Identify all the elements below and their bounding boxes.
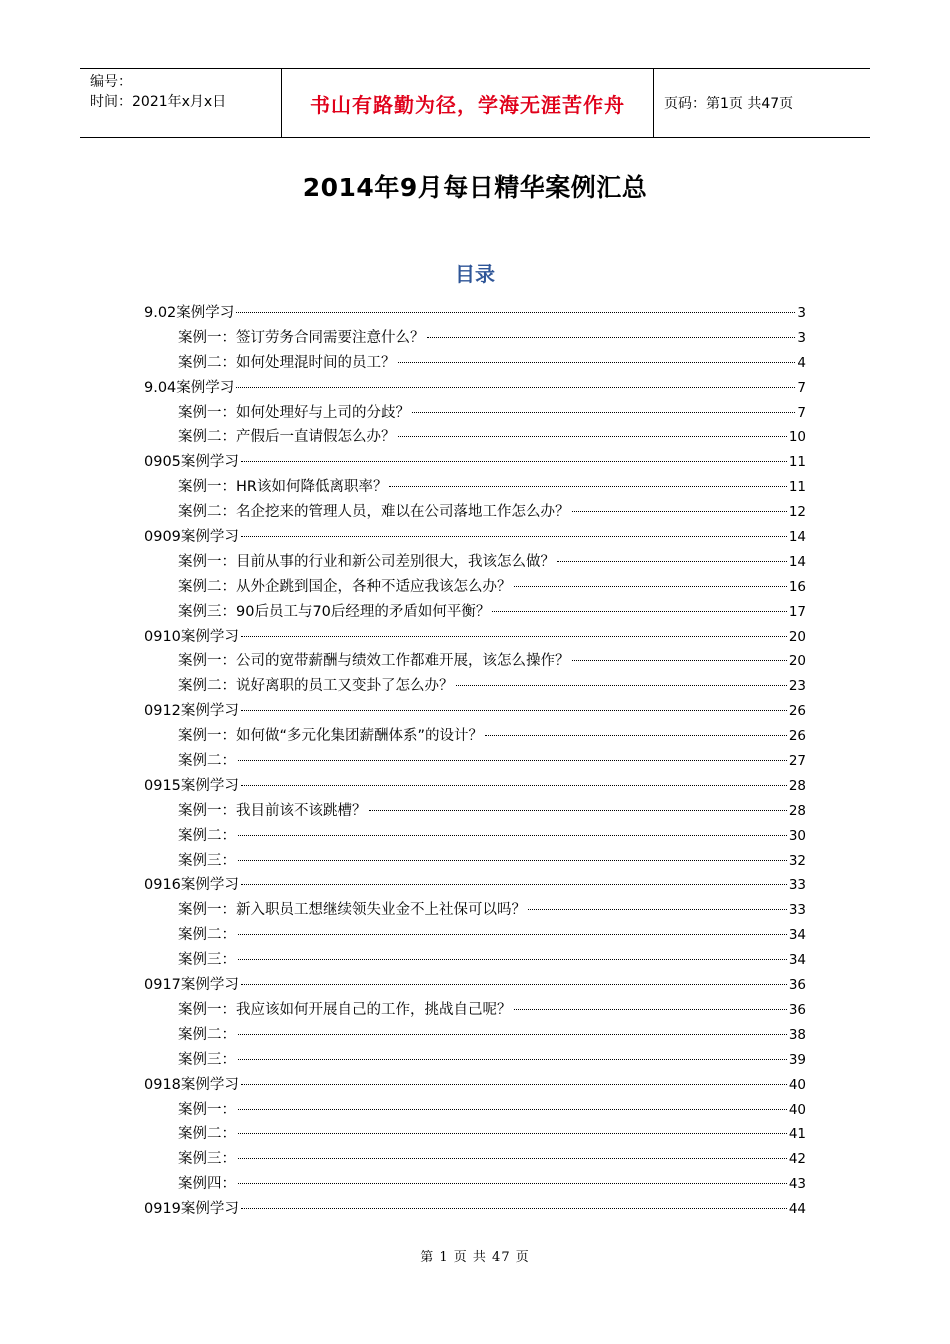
toc-section-entry[interactable]	[144, 525, 806, 550]
toc-entry-text: 案例三：	[178, 952, 236, 969]
toc-entry-text: 案例二：	[178, 753, 236, 770]
toc-section-entry[interactable]	[144, 1197, 806, 1222]
toc-page-number: 28	[788, 802, 806, 819]
toc-case-entry[interactable]	[144, 575, 806, 600]
toc-dot-leader	[238, 1059, 787, 1060]
toc-dot-leader	[398, 362, 796, 363]
toc-dot-leader	[238, 1034, 787, 1035]
toc-entry-text: 案例二：	[178, 1026, 236, 1043]
toc-entry-text: 案例一：HR该如何降低离职率？	[178, 479, 388, 496]
toc-page-number: 20	[788, 628, 806, 645]
toc-entry-text: 案例二：	[178, 927, 236, 944]
toc-page-number: 14	[788, 553, 806, 570]
toc-page-number: 11	[788, 479, 806, 496]
toc-case-entry[interactable]	[144, 724, 806, 749]
toc-entry-text: 0916案例学习	[144, 877, 239, 894]
toc-dot-leader	[241, 1084, 787, 1085]
toc-dot-leader	[369, 810, 787, 811]
toc-entry-text: 案例三：90后员工与70后经理的矛盾如何平衡？	[178, 603, 491, 620]
toc-dot-leader	[241, 884, 787, 885]
toc-dot-leader	[514, 1009, 787, 1010]
document-title: 2014年9月每日精华案例汇总	[302, 173, 648, 202]
toc-dot-leader	[238, 934, 787, 935]
toc-page-number: 7	[797, 404, 806, 421]
toc-case-entry[interactable]	[144, 1048, 806, 1073]
toc-page-number: 20	[788, 653, 806, 670]
toc-section-entry[interactable]	[144, 1073, 806, 1098]
toc-entry-text: 案例四：	[178, 1176, 236, 1193]
toc-entry-text: 案例二：从外企跳到国企，各种不适应我该怎么办？	[178, 578, 512, 595]
toc-entry-text: 案例二：如何处理混时间的员工？	[178, 354, 396, 371]
toc-page-number: 3	[797, 305, 806, 321]
toc-entry-text: 9.04案例学习	[144, 379, 235, 396]
toc-page-number: 33	[788, 902, 806, 919]
toc-dot-leader	[236, 312, 795, 313]
toc-dot-leader	[238, 860, 787, 861]
toc-entry-text: 案例二：产假后一直请假怎么办？	[178, 429, 396, 446]
toc-dot-leader	[398, 436, 787, 437]
toc-dot-leader	[557, 561, 787, 562]
toc-dot-leader	[241, 636, 787, 637]
toc-section-entry[interactable]	[144, 450, 806, 475]
toc-case-entry[interactable]	[144, 425, 806, 450]
toc-entry-text: 0909案例学习	[144, 529, 239, 546]
toc-section-entry[interactable]	[144, 376, 806, 401]
toc-dot-leader	[492, 611, 786, 612]
toc-page-number: 39	[788, 1051, 806, 1068]
toc-page-number: 33	[788, 877, 806, 894]
toc-entry-text: 0917案例学习	[144, 977, 239, 994]
toc-entry-text: 案例一：目前从事的行业和新公司差别很大，我该怎么做？	[178, 553, 555, 570]
toc-case-entry[interactable]	[144, 749, 806, 774]
toc-section-entry[interactable]	[144, 973, 806, 998]
toc-case-entry[interactable]	[144, 475, 806, 500]
toc-case-entry[interactable]	[144, 1098, 806, 1123]
toc-dot-leader	[572, 511, 787, 512]
toc-page-number: 32	[788, 852, 806, 869]
toc-dot-leader	[241, 984, 787, 985]
toc-case-entry[interactable]	[144, 948, 806, 973]
toc-dot-leader	[236, 387, 795, 388]
toc-page-number: 40	[788, 1076, 806, 1093]
toc-section-entry[interactable]	[144, 873, 806, 898]
toc-case-entry[interactable]	[144, 1172, 806, 1197]
toc-entry-text: 案例三：	[178, 1051, 236, 1068]
toc-section-entry[interactable]	[144, 625, 806, 650]
toc-entry-text: 0919案例学习	[144, 1201, 239, 1218]
toc-entry-text: 案例二：	[178, 1126, 236, 1143]
toc-page-number: 44	[788, 1201, 806, 1218]
toc-entry-text: 9.02案例学习	[144, 305, 235, 321]
toc-case-entry[interactable]	[144, 1147, 806, 1172]
toc-case-entry[interactable]	[144, 326, 806, 351]
toc-case-entry[interactable]	[144, 649, 806, 674]
toc-dot-leader	[241, 461, 787, 462]
toc-dot-leader	[389, 486, 786, 487]
toc-dot-leader	[241, 785, 787, 786]
toc-dot-leader	[238, 1183, 787, 1184]
toc-page-number: 3	[797, 329, 806, 346]
toc-entry-text: 案例一：如何做“多元化集团薪酬体系”的设计？	[178, 728, 484, 745]
toc-page-number: 27	[788, 753, 806, 770]
toc-case-entry[interactable]	[144, 1023, 806, 1048]
toc-page-number: 30	[788, 827, 806, 844]
toc-dot-leader	[238, 1109, 787, 1110]
toc-section-entry[interactable]	[144, 699, 806, 724]
toc-case-entry[interactable]	[144, 824, 806, 849]
toc-heading: 目录	[455, 262, 495, 286]
page-info: 页码：第1页 共47页	[664, 96, 794, 112]
toc-page-number: 38	[788, 1026, 806, 1043]
toc-entry-text: 0918案例学习	[144, 1076, 239, 1093]
toc-case-entry[interactable]	[144, 799, 806, 824]
toc-dot-leader	[238, 835, 787, 836]
toc-page-number: 11	[788, 454, 806, 471]
toc-entry-text: 案例一：我目前该不该跳槽？	[178, 802, 367, 819]
toc-page-number: 23	[788, 678, 806, 695]
toc-case-entry[interactable]	[144, 898, 806, 923]
toc-page-number: 26	[788, 728, 806, 745]
toc-entry-text: 案例一：公司的宽带薪酬与绩效工作都难开展，该怎么操作？	[178, 653, 570, 670]
header-motto-cell	[281, 69, 654, 137]
toc-page-number: 40	[788, 1101, 806, 1118]
toc-entry-text: 0910案例学习	[144, 628, 239, 645]
table-of-contents	[144, 301, 806, 1222]
toc-dot-leader	[514, 586, 787, 587]
toc-page-number: 16	[788, 578, 806, 595]
toc-entry-text: 案例二：名企挖来的管理人员，难以在公司落地工作怎么办？	[178, 504, 570, 521]
toc-case-entry[interactable]	[144, 550, 806, 575]
toc-dot-leader	[238, 1133, 787, 1134]
toc-dot-leader	[572, 660, 787, 661]
toc-entry-text: 案例一：	[178, 1101, 236, 1118]
toc-page-number: 34	[788, 927, 806, 944]
toc-page-number: 43	[788, 1176, 806, 1193]
toc-page-number: 36	[788, 1001, 806, 1018]
page-header	[80, 68, 870, 138]
page-footer: 第 1 页 共 47 页	[420, 1250, 530, 1265]
toc-dot-leader	[528, 909, 787, 910]
toc-entry-text: 案例二：说好离职的员工又变卦了怎么办？	[178, 678, 454, 695]
toc-page-number: 26	[788, 703, 806, 720]
toc-case-entry[interactable]	[144, 674, 806, 699]
toc-page-number: 4	[797, 354, 806, 371]
motto: 书山有路勤为径，学海无涯苦作舟	[310, 92, 625, 117]
toc-page-number: 7	[797, 379, 806, 396]
toc-page-number: 41	[788, 1126, 806, 1143]
toc-dot-leader	[241, 1208, 787, 1209]
toc-dot-leader	[241, 536, 787, 537]
toc-section-entry[interactable]	[144, 774, 806, 799]
toc-case-entry[interactable]	[144, 1122, 806, 1147]
number-label: 编号：	[90, 74, 132, 90]
toc-case-entry[interactable]	[144, 500, 806, 525]
toc-page-number: 14	[788, 529, 806, 546]
toc-dot-leader	[456, 685, 787, 686]
toc-dot-leader	[427, 337, 796, 338]
toc-entry-text: 案例一：如何处理好与上司的分歧？	[178, 404, 410, 421]
toc-page-number: 42	[788, 1151, 806, 1168]
time-label: 时间：2021年x月x日	[90, 94, 227, 110]
toc-entry-text: 0915案例学习	[144, 777, 239, 794]
toc-case-entry[interactable]	[144, 849, 806, 874]
toc-page-number: 17	[788, 603, 806, 620]
toc-case-entry[interactable]	[144, 401, 806, 426]
toc-entry-text: 案例一：新入职员工想继续领失业金不上社保可以吗？	[178, 902, 526, 919]
toc-case-entry[interactable]	[144, 351, 806, 376]
toc-page-number: 12	[788, 504, 806, 521]
toc-case-entry[interactable]	[144, 998, 806, 1023]
toc-case-entry[interactable]	[144, 923, 806, 948]
toc-dot-leader	[238, 1158, 787, 1159]
toc-entry-text: 案例一：我应该如何开展自己的工作，挑战自己呢？	[178, 1001, 512, 1018]
toc-page-number: 10	[788, 429, 806, 446]
toc-entry-text: 0905案例学习	[144, 454, 239, 471]
toc-entry-text: 案例一：签订劳务合同需要注意什么？	[178, 329, 425, 346]
header-meta	[80, 69, 281, 137]
toc-entry-text: 0912案例学习	[144, 703, 239, 720]
toc-entry-text: 案例三：	[178, 852, 236, 869]
toc-dot-leader	[238, 760, 787, 761]
toc-entry-text: 案例三：	[178, 1151, 236, 1168]
toc-case-entry[interactable]	[144, 600, 806, 625]
toc-page-number: 36	[788, 977, 806, 994]
toc-page-number: 28	[788, 777, 806, 794]
toc-dot-leader	[485, 735, 787, 736]
toc-section-entry[interactable]	[144, 301, 806, 326]
toc-entry-text: 案例二：	[178, 827, 236, 844]
toc-dot-leader	[241, 710, 787, 711]
toc-dot-leader	[412, 412, 795, 413]
toc-dot-leader	[238, 959, 787, 960]
header-page-cell	[654, 69, 870, 137]
toc-page-number: 34	[788, 952, 806, 969]
